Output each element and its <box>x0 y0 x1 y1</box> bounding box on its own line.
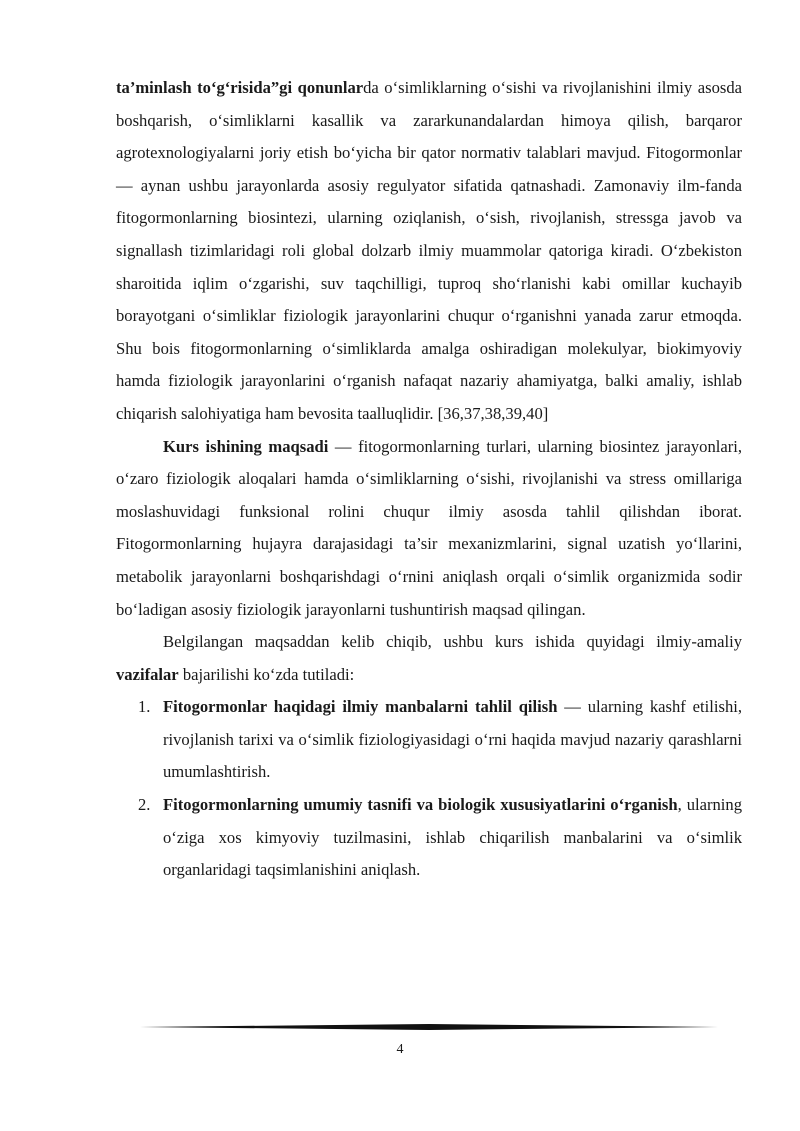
footer-divider <box>140 1024 718 1030</box>
paragraph-goal-text: — fitogormonlarning turlari, ularning biosintez jarayonlari, o‘zaro fiziologik aloqalari hamda o‘simliklarning o‘sishi, rivojlanishi va stress omillariga moslashuvidagi funksional rolini chuqur ilmiy asosda tahlil qilishdan iborat. Fitogormonlarning hujayra darajasidagi ta’sir mexanizmlarini, signal uzatish yo‘llarini, metabolik jarayonlarni boshqarishdagi o‘rnini aniqlash orqali o‘simlik organizmida sodir bo‘ladigan asosiy fiziologik jarayonlarni tushuntirish maqsad qilingan. <box>116 436 743 619</box>
paragraph-tasks-intro <box>116 626 742 691</box>
paragraph-goal <box>116 431 742 627</box>
paragraph-laws-bold: ta’minlash to‘g‘risida”gi qonunlar <box>116 78 364 97</box>
tasks-intro-bold: vazifalar <box>116 664 179 684</box>
list-item <box>116 789 742 887</box>
paragraph-laws <box>116 72 742 431</box>
tasks-intro-text: Belgilangan maqsaddan kelib chiqib, ushbu kurs ishida quyidagi ilmiy-amaliy <box>163 632 742 652</box>
list-item-text: — ularning kashf etilishi, rivojlanish tarixi va o‘simlik fiziologiyasidagi o‘rni haqida mavjud nazariy qarashlarni umumlashtirish. <box>163 697 742 782</box>
tasks-intro-text-after: bajarilishi ko‘zda tutiladi: <box>178 664 355 684</box>
page-content <box>116 72 742 887</box>
list-item-bold: Fitogormonlarning umumiy tasnifi va biologik xususiyatlarini o‘rganish <box>163 795 678 815</box>
task-list <box>116 691 742 887</box>
list-item-text: , ularning o‘ziga xos kimyoviy tuzilmasini, ishlab chiqarilish manbalarini va o‘simlik organlaridagi taqsimlanishini aniqlash. <box>163 795 742 880</box>
page-number: 4 <box>396 1042 404 1057</box>
list-item <box>116 691 742 789</box>
paragraph-laws-text: da o‘simliklarning o‘sishi va rivojlanishini ilmiy asosda boshqarish, o‘simliklarni kasallik va zararkunandalardan himoya qilish, barqaror agrotexnologiyalarni joriy etish bo‘yicha bir qator normativ talablari mavjud. Fitogormonlar — aynan ushbu jarayonlarda asosiy regulyator sifatida qatnashadi. Zamonaviy ilm-fanda fitogormonlarning biosintezi, ularning oziqlanish, o‘sish, rivojlanish, stressga javob va signallash tizimlaridagi roli global dolzarb ilmiy muammolar qatoriga kiradi. O‘zbekiston sharoitida iqlim o‘zgarishi, suv taqchilligi, tuproq sho‘rlanishi kabi omillar kuchayib borayotgani o‘simliklar fiziologik jarayonlarini chuqur o‘rganishni yanada zarur etmoqda. Shu bois fitogormonlarning o‘simliklarda amalga oshiradigan molekulyar, biokimyoviy hamda fiziologik jarayonlarini o‘rganish nafaqat nazariy ahamiyatga, balki amaliy, ishlab chiqarish salohiyatiga ham bevosita taalluqlidir. [36,37,38,39,40] <box>116 78 742 423</box>
list-item-number: 2. <box>138 795 151 815</box>
paragraph-goal-bold: Kurs ishining maqsadi <box>163 436 329 456</box>
list-item-number: 1. <box>138 697 151 717</box>
list-item-bold: Fitogormonlar haqidagi ilmiy manbalarni tahlil qilish <box>163 697 558 717</box>
